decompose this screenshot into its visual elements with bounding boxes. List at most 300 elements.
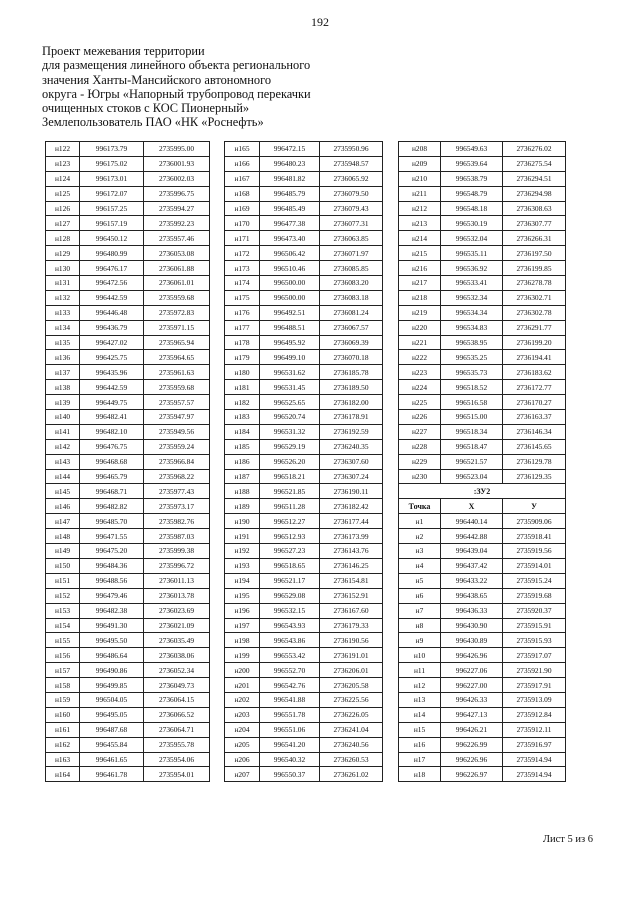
point-cell: н204 <box>225 722 260 737</box>
y-cell: 2736266.31 <box>503 231 566 246</box>
table-row <box>46 410 210 425</box>
y-cell: 2736063.85 <box>320 231 383 246</box>
table-row <box>46 365 210 380</box>
x-cell: 996520.74 <box>260 410 320 425</box>
y-cell: 2736276.02 <box>503 142 566 157</box>
y-cell: 2736146.34 <box>503 424 566 439</box>
x-cell: 996226.99 <box>441 737 503 752</box>
table-row <box>225 588 383 603</box>
x-cell: 996510.46 <box>260 261 320 276</box>
table-row <box>225 544 383 559</box>
y-cell: 2735966.84 <box>144 454 210 469</box>
y-cell: 2736143.76 <box>320 544 383 559</box>
point-cell: н229 <box>399 454 441 469</box>
x-cell: 996475.20 <box>80 544 144 559</box>
point-cell: н3 <box>399 544 441 559</box>
table-row <box>225 171 383 186</box>
table-row <box>225 410 383 425</box>
table-row <box>46 558 210 573</box>
point-cell: н178 <box>225 335 260 350</box>
x-cell: 996534.34 <box>441 305 503 320</box>
table-row <box>46 424 210 439</box>
x-cell: 996486.64 <box>80 648 144 663</box>
point-cell: н179 <box>225 350 260 365</box>
table-row <box>399 469 566 484</box>
y-cell: 2736145.65 <box>503 439 566 454</box>
y-cell: 2735971.15 <box>144 320 210 335</box>
table-row <box>46 737 210 752</box>
table-row <box>46 454 210 469</box>
y-cell: 2736278.78 <box>503 276 566 291</box>
table-row <box>46 201 210 216</box>
subheading-cell: :ЗУ2 <box>399 484 566 499</box>
y-cell: 2735914.01 <box>503 558 566 573</box>
point-cell: н16 <box>399 737 441 752</box>
x-cell: 996512.93 <box>260 529 320 544</box>
point-cell: н211 <box>399 186 441 201</box>
x-cell: 996488.51 <box>260 320 320 335</box>
x-cell: 996227.06 <box>441 663 503 678</box>
point-cell: н133 <box>46 305 80 320</box>
point-cell: н187 <box>225 469 260 484</box>
point-cell: н218 <box>399 290 441 305</box>
point-cell: н222 <box>399 350 441 365</box>
table-row <box>399 663 566 678</box>
table-row <box>399 231 566 246</box>
y-cell: 2736197.50 <box>503 246 566 261</box>
table-row <box>46 216 210 231</box>
x-cell: 996485.70 <box>80 514 144 529</box>
point-cell: н4 <box>399 558 441 573</box>
y-cell: 2735954.01 <box>144 767 210 782</box>
table-row <box>46 469 210 484</box>
x-cell: 996535.11 <box>441 246 503 261</box>
table-row <box>46 380 210 395</box>
x-cell: 996442.59 <box>80 290 144 305</box>
point-cell: н213 <box>399 216 441 231</box>
point-cell: н193 <box>225 558 260 573</box>
table-row <box>225 439 383 454</box>
x-cell: 996427.13 <box>441 707 503 722</box>
y-cell: 2735955.78 <box>144 737 210 752</box>
x-cell: 996548.18 <box>441 201 503 216</box>
y-cell: 2736038.06 <box>144 648 210 663</box>
x-cell: 996535.73 <box>441 365 503 380</box>
x-cell: 996534.83 <box>441 320 503 335</box>
point-cell: н7 <box>399 603 441 618</box>
y-cell: 2735950.96 <box>320 142 383 157</box>
table-row <box>225 231 383 246</box>
table-row <box>399 156 566 171</box>
point-cell: н11 <box>399 663 441 678</box>
x-cell: 996543.86 <box>260 633 320 648</box>
point-cell: н124 <box>46 171 80 186</box>
point-cell: н146 <box>46 499 80 514</box>
y-cell: 2735919.68 <box>503 588 566 603</box>
x-cell: 996491.30 <box>80 618 144 633</box>
y-cell: 2736307.60 <box>320 454 383 469</box>
point-cell: н140 <box>46 410 80 425</box>
table-row <box>46 350 210 365</box>
y-cell: 2736083.20 <box>320 276 383 291</box>
point-cell: н230 <box>399 469 441 484</box>
table-row <box>225 276 383 291</box>
x-cell: 996480.99 <box>80 246 144 261</box>
table-row <box>225 692 383 707</box>
point-cell: н197 <box>225 618 260 633</box>
point-cell: н136 <box>46 350 80 365</box>
y-cell: 2736023.69 <box>144 603 210 618</box>
table-row <box>46 186 210 201</box>
point-cell: н141 <box>46 424 80 439</box>
table-row <box>399 171 566 186</box>
x-cell: 996471.55 <box>80 529 144 544</box>
x-cell: X <box>441 499 503 514</box>
point-cell: н216 <box>399 261 441 276</box>
x-cell: 996533.41 <box>441 276 503 291</box>
table-row <box>225 201 383 216</box>
table-row <box>46 142 210 157</box>
table-row <box>399 633 566 648</box>
table-row <box>225 246 383 261</box>
y-cell: 2736302.78 <box>503 305 566 320</box>
table-row <box>399 320 566 335</box>
header-line: Проект межевания территории <box>42 44 205 58</box>
y-cell: 2736225.56 <box>320 692 383 707</box>
y-cell: 2736064.15 <box>144 692 210 707</box>
point-cell: н180 <box>225 365 260 380</box>
table-row <box>46 484 210 499</box>
table-row <box>225 737 383 752</box>
x-cell: 996436.79 <box>80 320 144 335</box>
header-line: Землепользователь ПАО «НК «Роснефть» <box>42 115 264 130</box>
table-row <box>399 276 566 291</box>
point-cell: н191 <box>225 529 260 544</box>
x-cell: 996518.65 <box>260 558 320 573</box>
x-cell: 996506.42 <box>260 246 320 261</box>
table-row <box>399 246 566 261</box>
y-cell: 2736206.01 <box>320 663 383 678</box>
point-cell: н164 <box>46 767 80 782</box>
x-cell: 996527.23 <box>260 544 320 559</box>
table-row <box>399 767 566 782</box>
y-cell: 2735972.83 <box>144 305 210 320</box>
point-cell: н1 <box>399 514 441 529</box>
point-cell: н175 <box>225 290 260 305</box>
x-cell: 996538.95 <box>441 335 503 350</box>
x-cell: 996173.01 <box>80 171 144 186</box>
page-number: 192 <box>311 15 329 29</box>
table-row <box>46 663 210 678</box>
y-cell: 2736071.97 <box>320 246 383 261</box>
table-row <box>46 722 210 737</box>
y-cell: 2736182.42 <box>320 499 383 514</box>
x-cell: 996479.46 <box>80 588 144 603</box>
table-row <box>399 380 566 395</box>
y-cell: 2736275.54 <box>503 156 566 171</box>
x-cell: 996532.34 <box>441 290 503 305</box>
table-row <box>46 529 210 544</box>
x-cell: 996472.15 <box>260 142 320 157</box>
table-row <box>399 142 566 157</box>
x-cell: 996482.82 <box>80 499 144 514</box>
point-cell: н176 <box>225 305 260 320</box>
x-cell: 996531.62 <box>260 365 320 380</box>
point-cell: н177 <box>225 320 260 335</box>
y-cell: 2735994.27 <box>144 201 210 216</box>
y-cell: 2736064.71 <box>144 722 210 737</box>
x-cell: 996531.32 <box>260 424 320 439</box>
table-row <box>399 514 566 529</box>
y-cell: 2735996.75 <box>144 186 210 201</box>
point-cell: н145 <box>46 484 80 499</box>
x-cell: 996442.59 <box>80 380 144 395</box>
table-row <box>46 276 210 291</box>
point-cell: н190 <box>225 514 260 529</box>
x-cell: 996525.65 <box>260 395 320 410</box>
point-cell: н174 <box>225 276 260 291</box>
y-cell: 2735973.17 <box>144 499 210 514</box>
point-cell: н153 <box>46 603 80 618</box>
table-row <box>225 261 383 276</box>
sheet-footer: Лист 5 из 6 <box>542 834 593 845</box>
header-line: для размещения линейного объекта регионального <box>42 58 311 73</box>
x-cell: 996500.00 <box>260 290 320 305</box>
y-cell: 2735948.57 <box>320 156 383 171</box>
point-cell: н214 <box>399 231 441 246</box>
x-cell: 996532.04 <box>441 231 503 246</box>
point-cell: н157 <box>46 663 80 678</box>
table-row <box>399 692 566 707</box>
y-cell: 2735917.91 <box>503 678 566 693</box>
y-cell: 2735916.97 <box>503 737 566 752</box>
x-cell: 996531.45 <box>260 380 320 395</box>
point-cell: н155 <box>46 633 80 648</box>
table-row <box>399 618 566 633</box>
y-cell: 2735992.23 <box>144 216 210 231</box>
point-cell: н210 <box>399 171 441 186</box>
y-cell: 2736167.60 <box>320 603 383 618</box>
table-row <box>225 320 383 335</box>
table-row <box>399 395 566 410</box>
y-cell: 2736199.85 <box>503 261 566 276</box>
x-cell: 996499.10 <box>260 350 320 365</box>
y-cell: 2735957.46 <box>144 231 210 246</box>
point-cell: н6 <box>399 588 441 603</box>
x-cell: 996430.90 <box>441 618 503 633</box>
x-cell: 996495.50 <box>80 633 144 648</box>
point-cell: н172 <box>225 246 260 261</box>
x-cell: 996512.27 <box>260 514 320 529</box>
x-cell: 996226.96 <box>441 752 503 767</box>
x-cell: 996461.78 <box>80 767 144 782</box>
point-cell: н209 <box>399 156 441 171</box>
y-cell: 2736178.91 <box>320 410 383 425</box>
table-row <box>225 350 383 365</box>
y-cell: 2735915.24 <box>503 573 566 588</box>
point-cell: н129 <box>46 246 80 261</box>
x-cell: 996437.42 <box>441 558 503 573</box>
table-row <box>46 707 210 722</box>
table-row <box>46 648 210 663</box>
y-cell: 2736067.57 <box>320 320 383 335</box>
x-cell: 996540.32 <box>260 752 320 767</box>
x-cell: 996426.96 <box>441 648 503 663</box>
y-cell: 2736294.98 <box>503 186 566 201</box>
table-row <box>225 156 383 171</box>
table-row <box>46 588 210 603</box>
x-cell: 996482.10 <box>80 424 144 439</box>
x-cell: 996472.56 <box>80 276 144 291</box>
y-cell: 2736190.11 <box>320 484 383 499</box>
y-cell: 2736189.50 <box>320 380 383 395</box>
y-cell: 2736065.92 <box>320 171 383 186</box>
point-cell: н17 <box>399 752 441 767</box>
point-cell: н158 <box>46 678 80 693</box>
y-cell: 2736291.77 <box>503 320 566 335</box>
table-row <box>46 335 210 350</box>
point-cell: н15 <box>399 722 441 737</box>
y-cell: 2736085.85 <box>320 261 383 276</box>
y-cell: 2736185.78 <box>320 365 383 380</box>
y-cell: 2736199.20 <box>503 335 566 350</box>
y-cell: 2736081.24 <box>320 305 383 320</box>
x-cell: 996521.57 <box>441 454 503 469</box>
x-cell: 996495.05 <box>80 707 144 722</box>
table-row <box>46 767 210 782</box>
point-cell: н169 <box>225 201 260 216</box>
y-cell: 2735999.38 <box>144 544 210 559</box>
y-cell: 2735947.97 <box>144 410 210 425</box>
x-cell: 996490.86 <box>80 663 144 678</box>
y-cell: 2736179.33 <box>320 618 383 633</box>
x-cell: 996477.38 <box>260 216 320 231</box>
y-cell: 2736183.62 <box>503 365 566 380</box>
y-cell: 2736061.88 <box>144 261 210 276</box>
x-cell: 996446.48 <box>80 305 144 320</box>
y-cell: 2736170.27 <box>503 395 566 410</box>
point-cell: н184 <box>225 424 260 439</box>
table-row <box>225 558 383 573</box>
table-row <box>46 678 210 693</box>
table-subheading-row <box>399 484 566 499</box>
y-cell: 2735965.94 <box>144 335 210 350</box>
point-cell: н151 <box>46 573 80 588</box>
point-cell: н225 <box>399 395 441 410</box>
y-cell: 2735977.43 <box>144 484 210 499</box>
x-cell: 996518.52 <box>441 380 503 395</box>
y-cell: 2735912.84 <box>503 707 566 722</box>
y-cell: 2735949.56 <box>144 424 210 439</box>
x-cell: 996435.96 <box>80 365 144 380</box>
point-cell: н220 <box>399 320 441 335</box>
point-cell: н130 <box>46 261 80 276</box>
x-cell: 996455.84 <box>80 737 144 752</box>
y-cell: 2736163.37 <box>503 410 566 425</box>
table-row <box>46 618 210 633</box>
table-row <box>399 216 566 231</box>
point-cell: н200 <box>225 663 260 678</box>
table-row <box>225 454 383 469</box>
x-cell: 996523.04 <box>441 469 503 484</box>
x-cell: 996461.65 <box>80 752 144 767</box>
y-cell: 2735912.11 <box>503 722 566 737</box>
point-cell: н215 <box>399 246 441 261</box>
y-cell: 2736079.43 <box>320 201 383 216</box>
table-row <box>399 648 566 663</box>
table-row <box>399 261 566 276</box>
x-cell: 996552.70 <box>260 663 320 678</box>
point-cell: н199 <box>225 648 260 663</box>
point-cell: н183 <box>225 410 260 425</box>
table-row <box>399 707 566 722</box>
x-cell: 996504.05 <box>80 692 144 707</box>
y-cell: 2735913.09 <box>503 692 566 707</box>
point-cell: н150 <box>46 558 80 573</box>
y-cell: 2735919.56 <box>503 544 566 559</box>
table-row <box>225 335 383 350</box>
point-cell: н135 <box>46 335 80 350</box>
x-cell: 996550.37 <box>260 767 320 782</box>
y-cell: 2736192.59 <box>320 424 383 439</box>
point-cell: н2 <box>399 529 441 544</box>
point-cell: н219 <box>399 305 441 320</box>
x-cell: 996425.75 <box>80 350 144 365</box>
y-cell: 2735964.65 <box>144 350 210 365</box>
y-cell: 2736061.01 <box>144 276 210 291</box>
table-row <box>46 231 210 246</box>
x-cell: 996518.21 <box>260 469 320 484</box>
point-cell: н5 <box>399 573 441 588</box>
y-cell: 2736013.78 <box>144 588 210 603</box>
table-row <box>225 707 383 722</box>
coordinates-table-middle <box>224 141 383 782</box>
table-row <box>399 678 566 693</box>
column-header-row <box>399 499 566 514</box>
y-cell: 2735954.06 <box>144 752 210 767</box>
x-cell: 996551.06 <box>260 722 320 737</box>
table-row <box>399 365 566 380</box>
table-row <box>399 573 566 588</box>
table-row <box>46 305 210 320</box>
y-cell: 2735920.37 <box>503 603 566 618</box>
x-cell: 996530.19 <box>441 216 503 231</box>
table-row <box>399 350 566 365</box>
point-cell: н228 <box>399 439 441 454</box>
point-cell: н137 <box>46 365 80 380</box>
table-row <box>46 320 210 335</box>
y-cell: 2736052.34 <box>144 663 210 678</box>
point-cell: н173 <box>225 261 260 276</box>
table-row <box>225 290 383 305</box>
y-cell: У <box>503 499 566 514</box>
point-cell: н227 <box>399 424 441 439</box>
y-cell: 2736194.41 <box>503 350 566 365</box>
y-cell: 2736001.93 <box>144 156 210 171</box>
point-cell: н13 <box>399 692 441 707</box>
y-cell: 2735918.41 <box>503 529 566 544</box>
y-cell: 2736308.63 <box>503 201 566 216</box>
x-cell: 996442.88 <box>441 529 503 544</box>
table-row <box>225 514 383 529</box>
table-row <box>46 290 210 305</box>
point-cell: н156 <box>46 648 80 663</box>
point-cell: н207 <box>225 767 260 782</box>
table-row <box>46 156 210 171</box>
y-cell: 2736021.09 <box>144 618 210 633</box>
table-row <box>399 186 566 201</box>
x-cell: 996175.02 <box>80 156 144 171</box>
